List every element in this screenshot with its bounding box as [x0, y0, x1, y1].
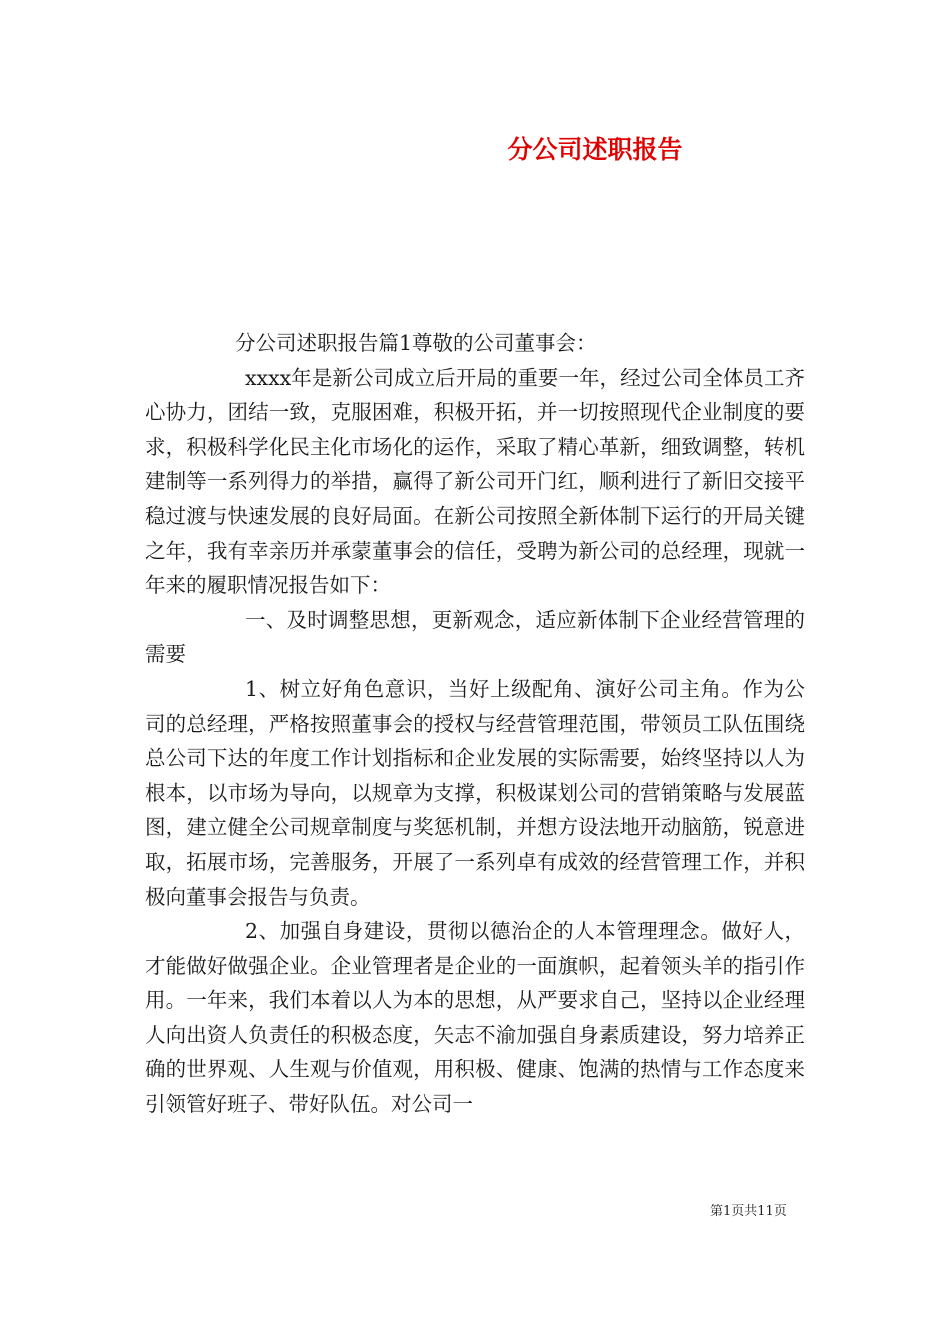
document-title: 分公司述职报告: [507, 135, 683, 164]
section-heading-1: 一、及时调整思想，更新观念，适应新体制下企业经营管理的需要: [145, 607, 805, 667]
document-body: [145, 326, 805, 1122]
point-2-paragraph: 2、加强自身建设，贯彻以德治企的人本管理理念。做好人，才能做好做强企业。企业管理者是企业的一面旗帜，起着领头羊的指引作用。一年来，我们本着以人为本的思想，从严要求自己，坚持以企业经理人向出资人负责任的积极态度，矢志不渝加强自身素质建设，努力培养正确的世界观、人生观与价值观，用积极、健康、饱满的热情与工作态度来引领管好班子、带好队伍。对公司一: [145, 919, 805, 1117]
point-1-paragraph: 1、树立好角色意识，当好上级配角、演好公司主角。作为公司的总经理，严格按照董事会的授权与经营管理范围，带领员工队伍围绕总公司下达的年度工作计划指标和企业发展的实际需要，始终坚持以人为根本，以市场为导向，以规章为支撑，积极谋划公司的营销策略与发展蓝图，建立健全公司规章制度与奖惩机制，并想方设法地开动脑筋，锐意进取，拓展市场，完善服务，开展了一系列卓有成效的经营管理工作，并积极向董事会报告与负责。: [145, 676, 805, 909]
page-number: 第1页共11页: [710, 1204, 787, 1219]
intro-paragraph: xxxx年是新公司成立后开局的重要一年，经过公司全体员工齐心协力，团结一致，克服困难，积极开拓，并一切按照现代企业制度的要求，积极科学化民主化市场化的运作，采取了精心革新，细致调整，转机建制等一系列得力的举措，赢得了新公司开门红，顺利进行了新旧交接平稳过渡与快速发展的良好局面。在新公司按照全新体制下运行的开局关键之年，我有幸亲历并承蒙董事会的信任，受聘为新公司的总经理，现就一年来的履职情况报告如下：: [145, 365, 805, 598]
greeting-paragraph: 分公司述职报告篇1尊敬的公司董事会：: [235, 331, 597, 355]
